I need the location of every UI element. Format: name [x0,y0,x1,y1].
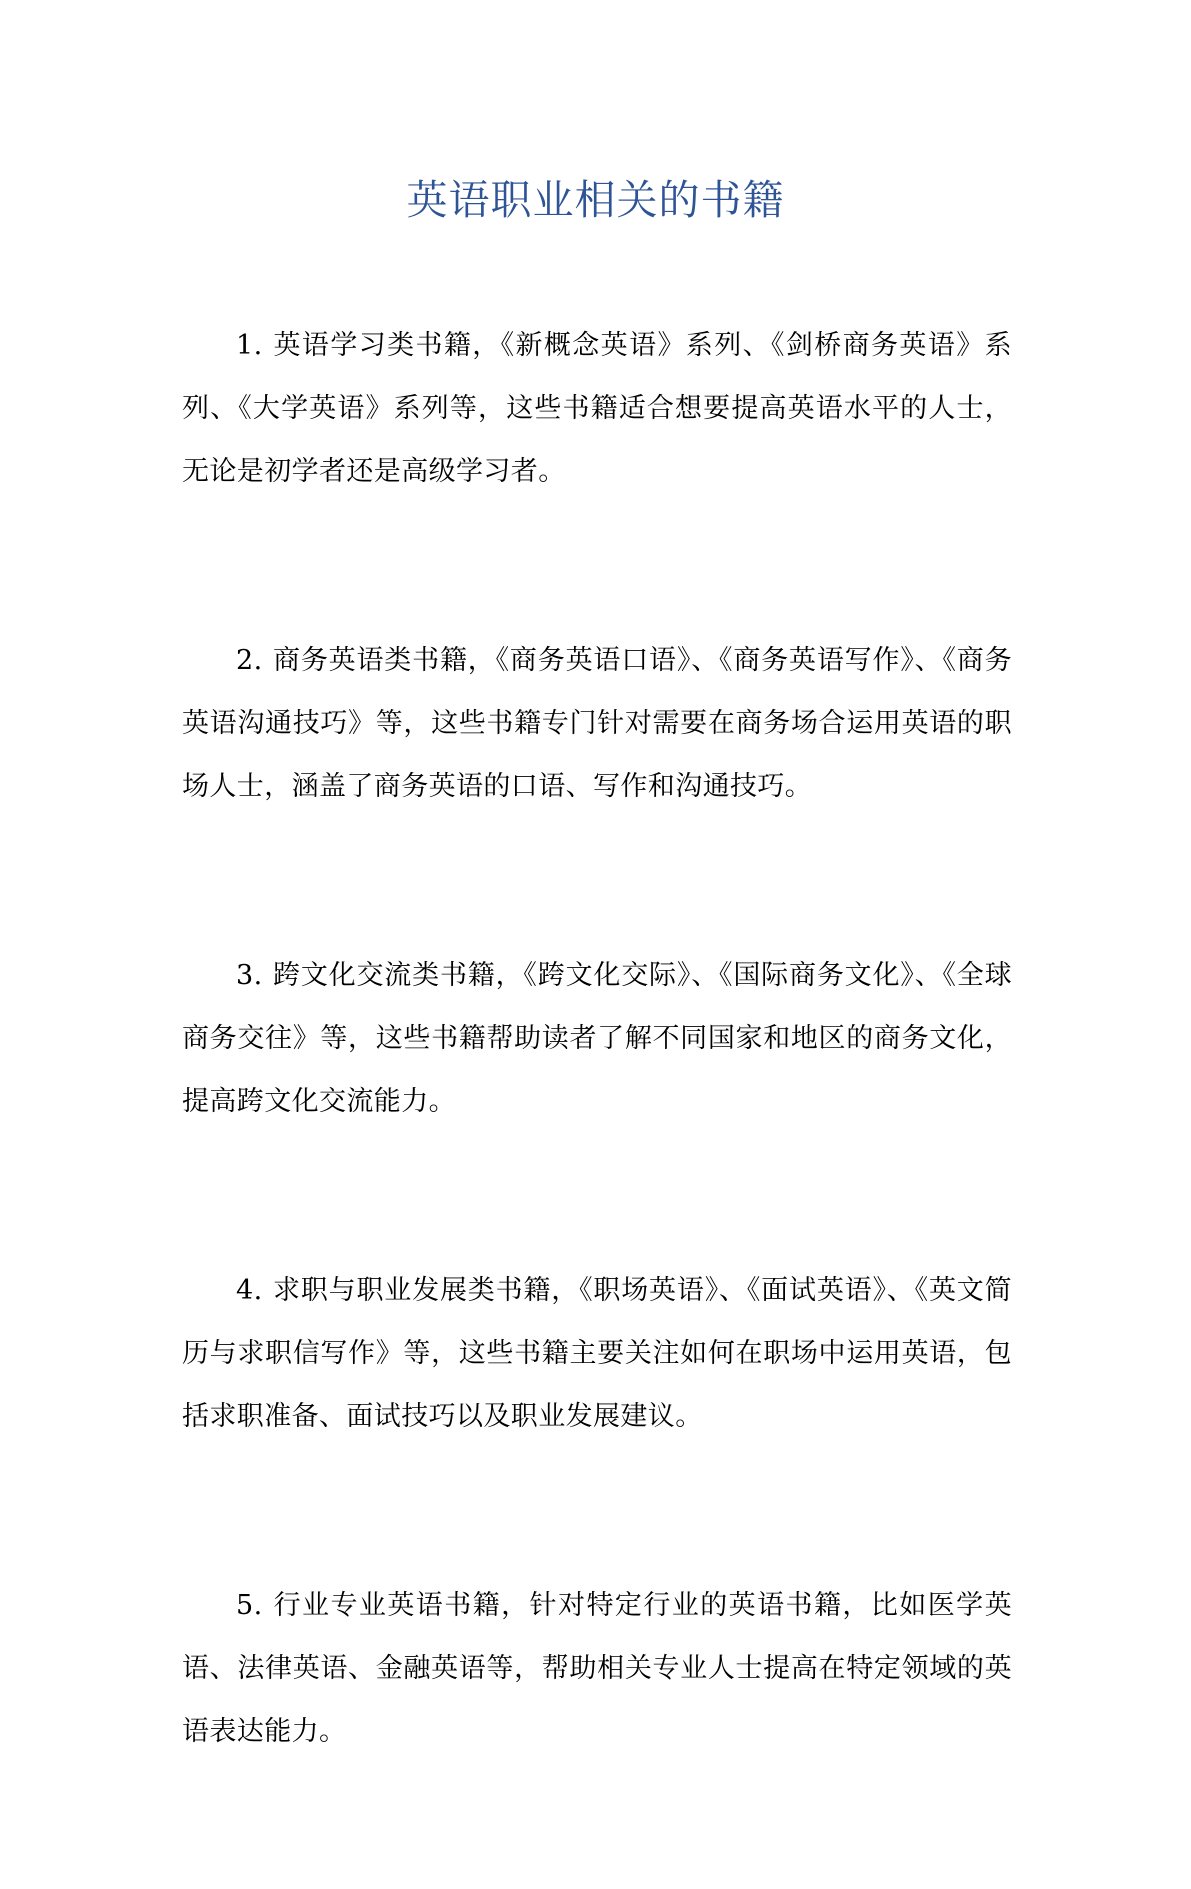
document-body [182,314,1012,1889]
paragraph-text: 行业专业英语书籍，针对特定行业的英语书籍，比如医学英语、法律英语、金融英语等，帮助相关专业人士提高在特定领域的英语表达能力。 [182,1590,1012,1747]
paragraph-1 [182,314,1012,503]
paragraph-text: 跨文化交流类书籍，《跨文化交际》、《国际商务文化》、《全球商务交往》等，这些书籍帮助读者了解不同国家和地区的商务文化，提高跨文化交流能力。 [182,960,1012,1117]
paragraph-text: 求职与职业发展类书籍，《职场英语》、《面试英语》、《英文简历与求职信写作》等，这些书籍主要关注如何在职场中运用英语，包括求职准备、面试技巧以及职业发展建议。 [182,1275,1012,1432]
paragraph-number: 3. [236,960,263,991]
paragraph-5 [182,1574,1012,1763]
paragraph-number: 5. [236,1590,263,1621]
paragraph-3 [182,944,1012,1133]
paragraph-number: 4. [236,1275,263,1306]
document-title: 英语职业相关的书籍 [406,176,785,224]
paragraph-2 [182,629,1012,818]
paragraph-number: 2. [236,645,263,676]
paragraph-text: 英语学习类书籍，《新概念英语》系列、《剑桥商务英语》系列、《大学英语》系列等，这些书籍适合想要提高英语水平的人士，无论是初学者还是高级学习者。 [182,330,1012,487]
paragraph-text: 商务英语类书籍，《商务英语口语》、《商务英语写作》、《商务英语沟通技巧》等，这些书籍专门针对需要在商务场合运用英语的职场人士，涵盖了商务英语的口语、写作和沟通技巧。 [182,645,1012,802]
paragraph-number: 1. [236,330,263,361]
paragraph-4 [182,1259,1012,1448]
